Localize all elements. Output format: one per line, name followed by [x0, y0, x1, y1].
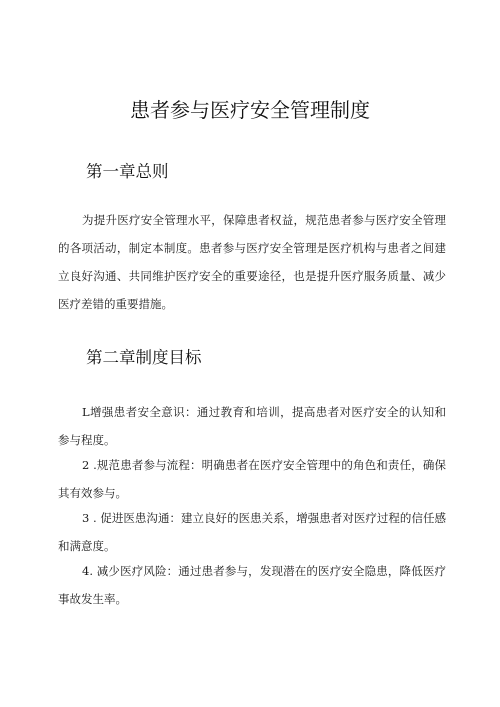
document-title: 患者参与医疗安全管理制度: [130, 98, 370, 122]
goal-item-4: 4. 减少医疗风险：通过患者参与，发现潜在的医疗安全隐患，降低医疗事故发生率。: [58, 564, 446, 606]
chapter-2-heading: 第二章制度目标: [86, 348, 202, 367]
goal-item-2: 2 .规范患者参与流程：明确患者在医疗安全管理中的角色和责任，确保其有效参与。: [58, 458, 446, 500]
chapter-1-heading: 第一章总则: [86, 162, 169, 181]
goal-item-3: 3 . 促进医患沟通：建立良好的医患关系，增强患者对医疗过程的信任感和满意度。: [58, 511, 446, 553]
chapter-1-paragraph: 为提升医疗安全管理水平，保障患者权益，规范患者参与医疗安全管理的各项活动，制定本制度。患者参与医疗安全管理是医疗机构与患者之间建立良好沟通、共同维护医疗安全的重要途径，也是提升医疗服务质量、减少医疗差错的重要措施。: [58, 213, 446, 311]
goal-item-1: L增强患者安全意识：通过教育和培训，提高患者对医疗安全的认知和参与程度。: [58, 405, 446, 447]
